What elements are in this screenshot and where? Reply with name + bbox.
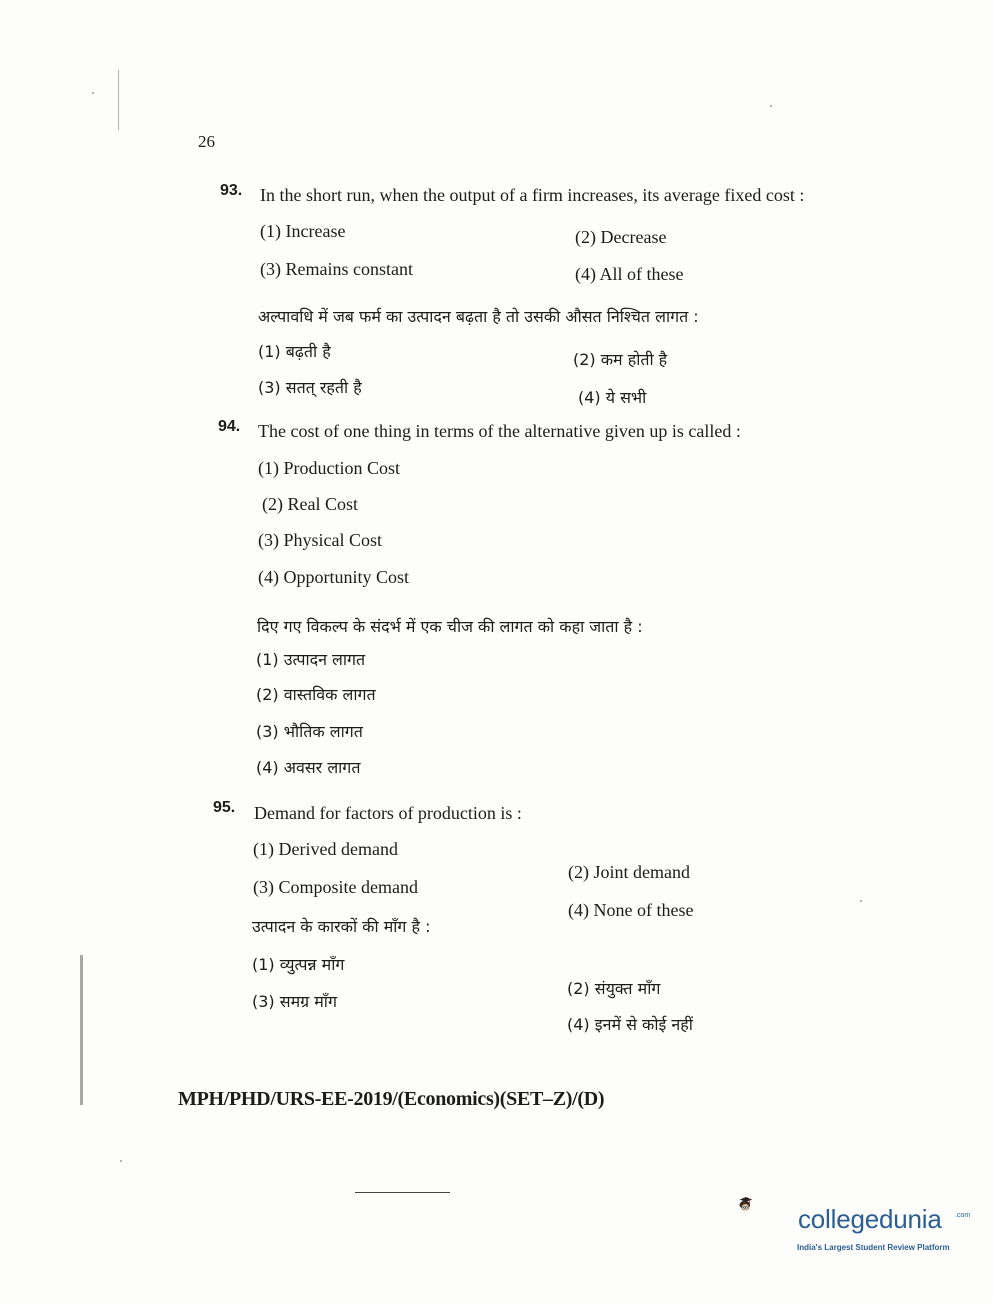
- option-hindi: (1) बढ़ती है: [258, 342, 331, 361]
- option-hindi: (2) कम होती है: [573, 350, 668, 369]
- option-hindi: (1) उत्पादन लागत: [256, 650, 366, 669]
- option-hindi: (3) सतत् रहती है: [258, 378, 362, 397]
- collegedunia-mascot-icon: [738, 1196, 798, 1260]
- option: (1) Derived demand: [253, 839, 398, 859]
- option-hindi: (4) ये सभी: [578, 388, 647, 407]
- page-number: 26: [198, 132, 215, 151]
- question-number: 95.: [213, 799, 236, 816]
- question-text: Demand for factors of production is :: [254, 803, 522, 823]
- scan-edge-mark: [80, 955, 83, 1105]
- option: (2) Decrease: [575, 227, 667, 247]
- paper-code-footer: MPH/PHD/URS-EE-2019/(Economics)(SET–Z)/(D): [178, 1088, 605, 1110]
- question-number: 93.: [220, 182, 243, 199]
- option: (4) None of these: [568, 900, 694, 920]
- option: (3) Remains constant: [260, 259, 413, 279]
- option-hindi: (4) अवसर लागत: [256, 758, 361, 777]
- scan-speck: [770, 105, 772, 107]
- option-hindi: (1) व्युत्पन्न माँग: [252, 955, 345, 974]
- question-text-hindi: उत्पादन के कारकों की माँग है :: [252, 917, 431, 936]
- option: (1) Increase: [260, 221, 346, 241]
- divider: [355, 1192, 450, 1193]
- option-hindi: (2) वास्तविक लागत: [256, 685, 376, 704]
- option-hindi: (4) इनमें से कोई नहीं: [567, 1015, 693, 1034]
- scan-speck: [120, 1160, 122, 1162]
- scan-speck: [92, 92, 94, 94]
- scan-edge-mark: [118, 70, 119, 130]
- scan-speck: [860, 900, 862, 902]
- watermark-tagline: India's Largest Student Review Platform: [797, 1243, 950, 1252]
- option-hindi: (3) समग्र माँग: [252, 992, 337, 1011]
- watermark-brand-name: collegedunia: [798, 1204, 942, 1234]
- question-text: The cost of one thing in terms of the alternative given up is called :: [258, 421, 741, 441]
- option: (4) Opportunity Cost: [258, 567, 409, 587]
- option: (1) Production Cost: [258, 458, 400, 478]
- question-text-hindi: दिए गए विकल्प के संदर्भ में एक चीज की लागत को कहा जाता है :: [257, 617, 643, 636]
- option: (2) Joint demand: [568, 862, 690, 882]
- question-number: 94.: [218, 418, 241, 435]
- question-text: In the short run, when the output of a firm increases, its average fixed cost :: [260, 185, 805, 205]
- option: (2) Real Cost: [262, 494, 358, 514]
- question-text-hindi: अल्पावधि में जब फर्म का उत्पादन बढ़ता है तो उसकी औसत निश्चित लागत :: [258, 307, 699, 326]
- watermark-brand-suffix: .com: [955, 1212, 971, 1219]
- option-hindi: (2) संयुक्त माँग: [567, 979, 661, 998]
- option: (3) Physical Cost: [258, 530, 382, 550]
- option: (4) All of these: [575, 264, 684, 284]
- option-hindi: (3) भौतिक लागत: [256, 722, 363, 741]
- option: (3) Composite demand: [253, 877, 418, 897]
